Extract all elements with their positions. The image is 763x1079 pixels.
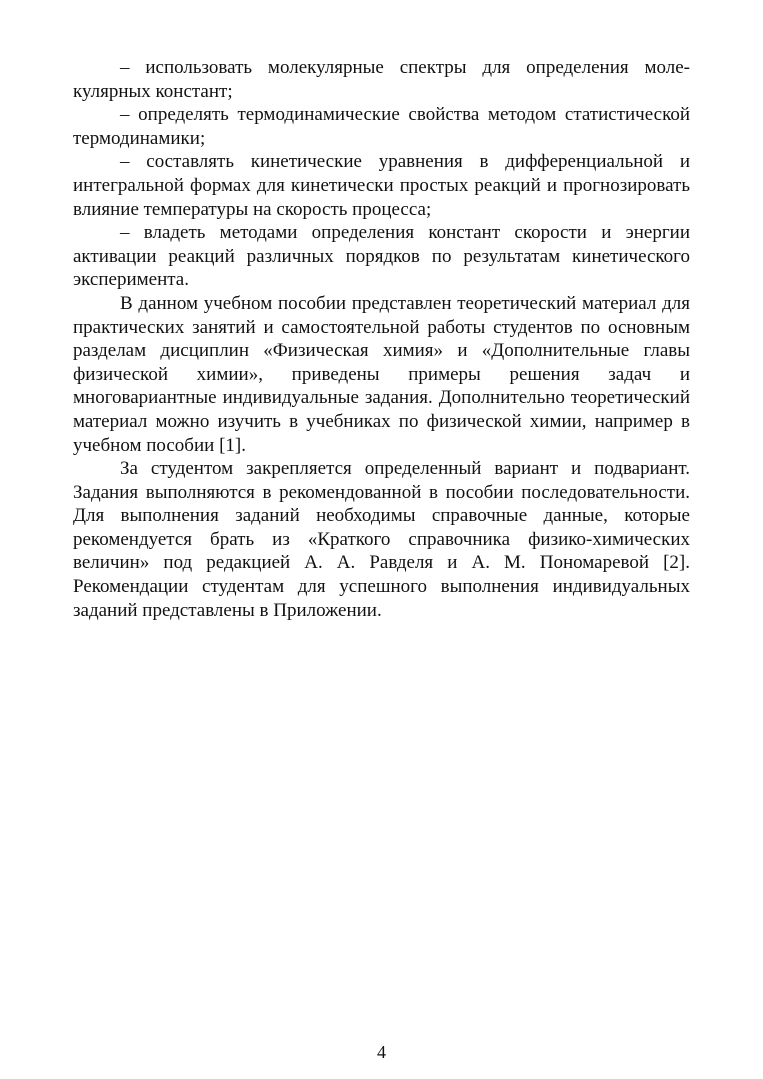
bullet-thermodynamic-properties: – определять термодинамические свойства методом статистической термодинамики; (73, 104, 690, 149)
paragraph-manual-overview: В данном учебном пособии представлен теоретический материал для практических занятий и самостоятельной работы студентов по основным разделам дисциплин «Физическая химия» и «Дополнительные главы физической химии», приведены примеры решения задач и многовариантные индивидуальные задания. Дополнительно теоретический материал можно изучить в учебниках по физической химии, например в учебном пособии [1]. (73, 292, 690, 456)
bullet-kinetic-equations: – составлять кинетические уравнения в дифференциальной и интегральной формах для кинетически простых реакций и прогнозировать влияние температуры на скорость процесса; (73, 151, 690, 220)
body-text (73, 56, 690, 622)
paragraph-assignment-variants: За студентом закрепляется определенный вариант и подвариант. Задания выполняются в рекомендованной в пособии последовательности. Для выполнения заданий необходимы справочные данные, которые рекомендуется брать из «Краткого справочника физико-химических величин» под редакцией А. А. Равделя и А. М. Пономаревой [2]. Рекомендации студентам для успешного выполнения индивидуальных заданий представлены в Приложении. (73, 458, 690, 621)
bullet-molecular-spectra: – использовать молекулярные спектры для определения молекулярных констант; (73, 57, 690, 102)
page-number: 4 (377, 1042, 386, 1062)
bullet-rate-constants: – владеть методами определения констант скорости и энергии активации реакций различных порядков по результатам кинетического эксперимента. (73, 222, 690, 291)
